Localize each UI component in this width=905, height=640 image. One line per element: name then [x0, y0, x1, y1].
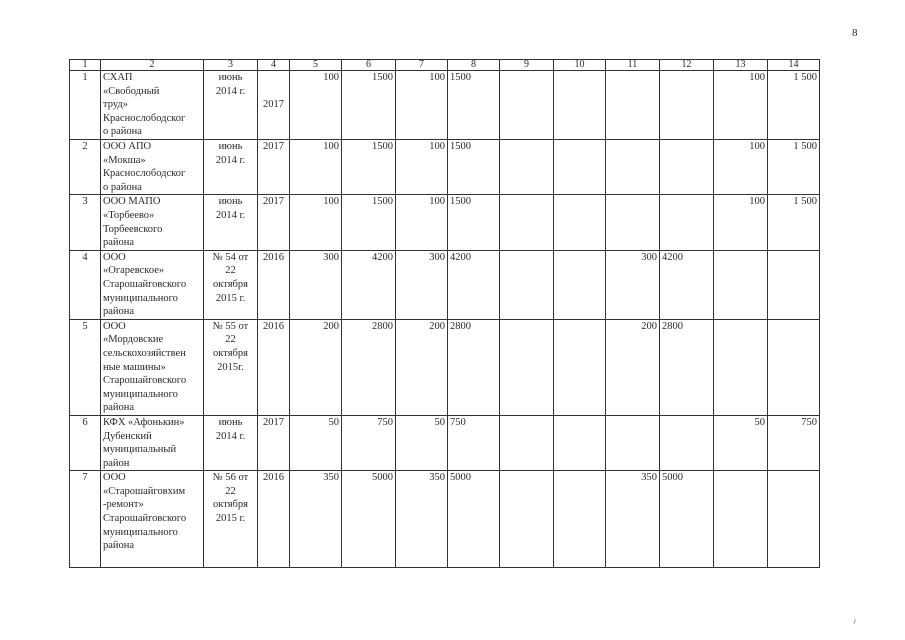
row-number: 7 — [70, 471, 101, 568]
data-table — [69, 59, 820, 568]
cell-col12 — [660, 140, 714, 195]
cell-col7: 100 — [396, 71, 448, 140]
pen-mark: ⸝ — [849, 614, 859, 627]
cell-col6: 4200 — [342, 250, 396, 319]
header-cell: 12 — [660, 60, 714, 71]
cell-col13: 50 — [714, 415, 768, 470]
row-number: 5 — [70, 319, 101, 415]
header-row — [70, 60, 820, 71]
cell-col14 — [768, 250, 820, 319]
cell-col14: 1 500 — [768, 71, 820, 140]
cell-col5: 100 — [290, 140, 342, 195]
header-cell: 2 — [101, 60, 204, 71]
organization-name: ООО «Мордовские сельскохозяйствен ные машины» Старошайговского муниципального района — [101, 319, 204, 415]
cell-col8: 4200 — [448, 250, 500, 319]
cell-col3: № 55 от 22 октября 2015г. — [204, 319, 258, 415]
row-number: 1 — [70, 71, 101, 140]
cell-col6: 1500 — [342, 140, 396, 195]
cell-col14: 1 500 — [768, 195, 820, 250]
organization-name: ООО «Старошайговхим -ремонт» Старошайговского муниципального района — [101, 471, 204, 568]
cell-col6: 1500 — [342, 195, 396, 250]
cell-col7: 300 — [396, 250, 448, 319]
organization-name: ООО МАПО «Торбеево» Торбеевского района — [101, 195, 204, 250]
cell-col10 — [554, 250, 606, 319]
cell-col13: 100 — [714, 140, 768, 195]
cell-col3: № 54 от 22 октября 2015 г. — [204, 250, 258, 319]
cell-col13 — [714, 471, 768, 568]
cell-col14 — [768, 471, 820, 568]
cell-col13 — [714, 250, 768, 319]
header-cell: 3 — [204, 60, 258, 71]
table-row — [70, 250, 820, 319]
header-cell: 4 — [258, 60, 290, 71]
cell-col14: 1 500 — [768, 140, 820, 195]
header-cell: 5 — [290, 60, 342, 71]
cell-col9 — [500, 250, 554, 319]
cell-col7: 100 — [396, 195, 448, 250]
header-cell: 13 — [714, 60, 768, 71]
cell-col9 — [500, 319, 554, 415]
cell-col11 — [606, 140, 660, 195]
table-row — [70, 471, 820, 568]
organization-name: КФХ «Афонькин» Дубенский муниципальный район — [101, 415, 204, 470]
cell-col8: 2800 — [448, 319, 500, 415]
header-cell: 9 — [500, 60, 554, 71]
header-cell: 14 — [768, 60, 820, 71]
cell-col4: 2016 — [258, 471, 290, 568]
table-row — [70, 140, 820, 195]
cell-col12: 2800 — [660, 319, 714, 415]
cell-col14 — [768, 319, 820, 415]
cell-col10 — [554, 195, 606, 250]
row-number: 4 — [70, 250, 101, 319]
cell-col9 — [500, 415, 554, 470]
cell-col7: 200 — [396, 319, 448, 415]
cell-col4: 2016 — [258, 319, 290, 415]
cell-col9 — [500, 471, 554, 568]
cell-col11 — [606, 415, 660, 470]
cell-col7: 350 — [396, 471, 448, 568]
cell-col6: 2800 — [342, 319, 396, 415]
cell-col5: 350 — [290, 471, 342, 568]
cell-col3: июнь 2014 г. — [204, 140, 258, 195]
cell-col8: 1500 — [448, 195, 500, 250]
cell-col3: № 56 от 22 октября 2015 г. — [204, 471, 258, 568]
cell-col8: 750 — [448, 415, 500, 470]
cell-col12 — [660, 415, 714, 470]
table-row — [70, 71, 820, 140]
header-cell: 6 — [342, 60, 396, 71]
cell-col5: 300 — [290, 250, 342, 319]
cell-col9 — [500, 71, 554, 140]
cell-col7: 50 — [396, 415, 448, 470]
cell-col12: 4200 — [660, 250, 714, 319]
cell-col5: 100 — [290, 71, 342, 140]
cell-col6: 750 — [342, 415, 396, 470]
row-number: 2 — [70, 140, 101, 195]
table-row — [70, 319, 820, 415]
cell-col12: 5000 — [660, 471, 714, 568]
organization-name: СХАП «Свободный труд» Краснослободског о района — [101, 71, 204, 140]
cell-col4: 2017 — [258, 71, 290, 140]
cell-col13: 100 — [714, 195, 768, 250]
cell-col6: 1500 — [342, 71, 396, 140]
cell-col5: 200 — [290, 319, 342, 415]
cell-col11: 200 — [606, 319, 660, 415]
page-number: 8 — [852, 27, 858, 39]
organization-name: ООО АПО «Мокша» Краснослободског о района — [101, 140, 204, 195]
organization-name: ООО «Огаревское» Старошайговского муниципального района — [101, 250, 204, 319]
cell-col6: 5000 — [342, 471, 396, 568]
cell-col9 — [500, 195, 554, 250]
cell-col4: 2017 — [258, 415, 290, 470]
header-cell: 1 — [70, 60, 101, 71]
cell-col9 — [500, 140, 554, 195]
cell-col11: 350 — [606, 471, 660, 568]
table-row — [70, 195, 820, 250]
cell-col7: 100 — [396, 140, 448, 195]
cell-col4: 2017 — [258, 195, 290, 250]
cell-col11: 300 — [606, 250, 660, 319]
cell-col10 — [554, 471, 606, 568]
header-cell: 8 — [448, 60, 500, 71]
cell-col5: 50 — [290, 415, 342, 470]
cell-col13 — [714, 319, 768, 415]
cell-col12 — [660, 71, 714, 140]
cell-col8: 1500 — [448, 71, 500, 140]
cell-col10 — [554, 415, 606, 470]
cell-col3: июнь 2014 г. — [204, 71, 258, 140]
cell-col10 — [554, 140, 606, 195]
cell-col10 — [554, 71, 606, 140]
row-number: 3 — [70, 195, 101, 250]
header-cell: 10 — [554, 60, 606, 71]
cell-col11 — [606, 195, 660, 250]
cell-col4: 2017 — [258, 140, 290, 195]
header-cell: 7 — [396, 60, 448, 71]
cell-col10 — [554, 319, 606, 415]
cell-col5: 100 — [290, 195, 342, 250]
cell-col8: 5000 — [448, 471, 500, 568]
cell-col4: 2016 — [258, 250, 290, 319]
cell-col3: июнь 2014 г. — [204, 415, 258, 470]
cell-col12 — [660, 195, 714, 250]
cell-col13: 100 — [714, 71, 768, 140]
table-row — [70, 415, 820, 470]
cell-col3: июнь 2014 г. — [204, 195, 258, 250]
cell-col11 — [606, 71, 660, 140]
cell-col8: 1500 — [448, 140, 500, 195]
cell-col14: 750 — [768, 415, 820, 470]
header-cell: 11 — [606, 60, 660, 71]
row-number: 6 — [70, 415, 101, 470]
